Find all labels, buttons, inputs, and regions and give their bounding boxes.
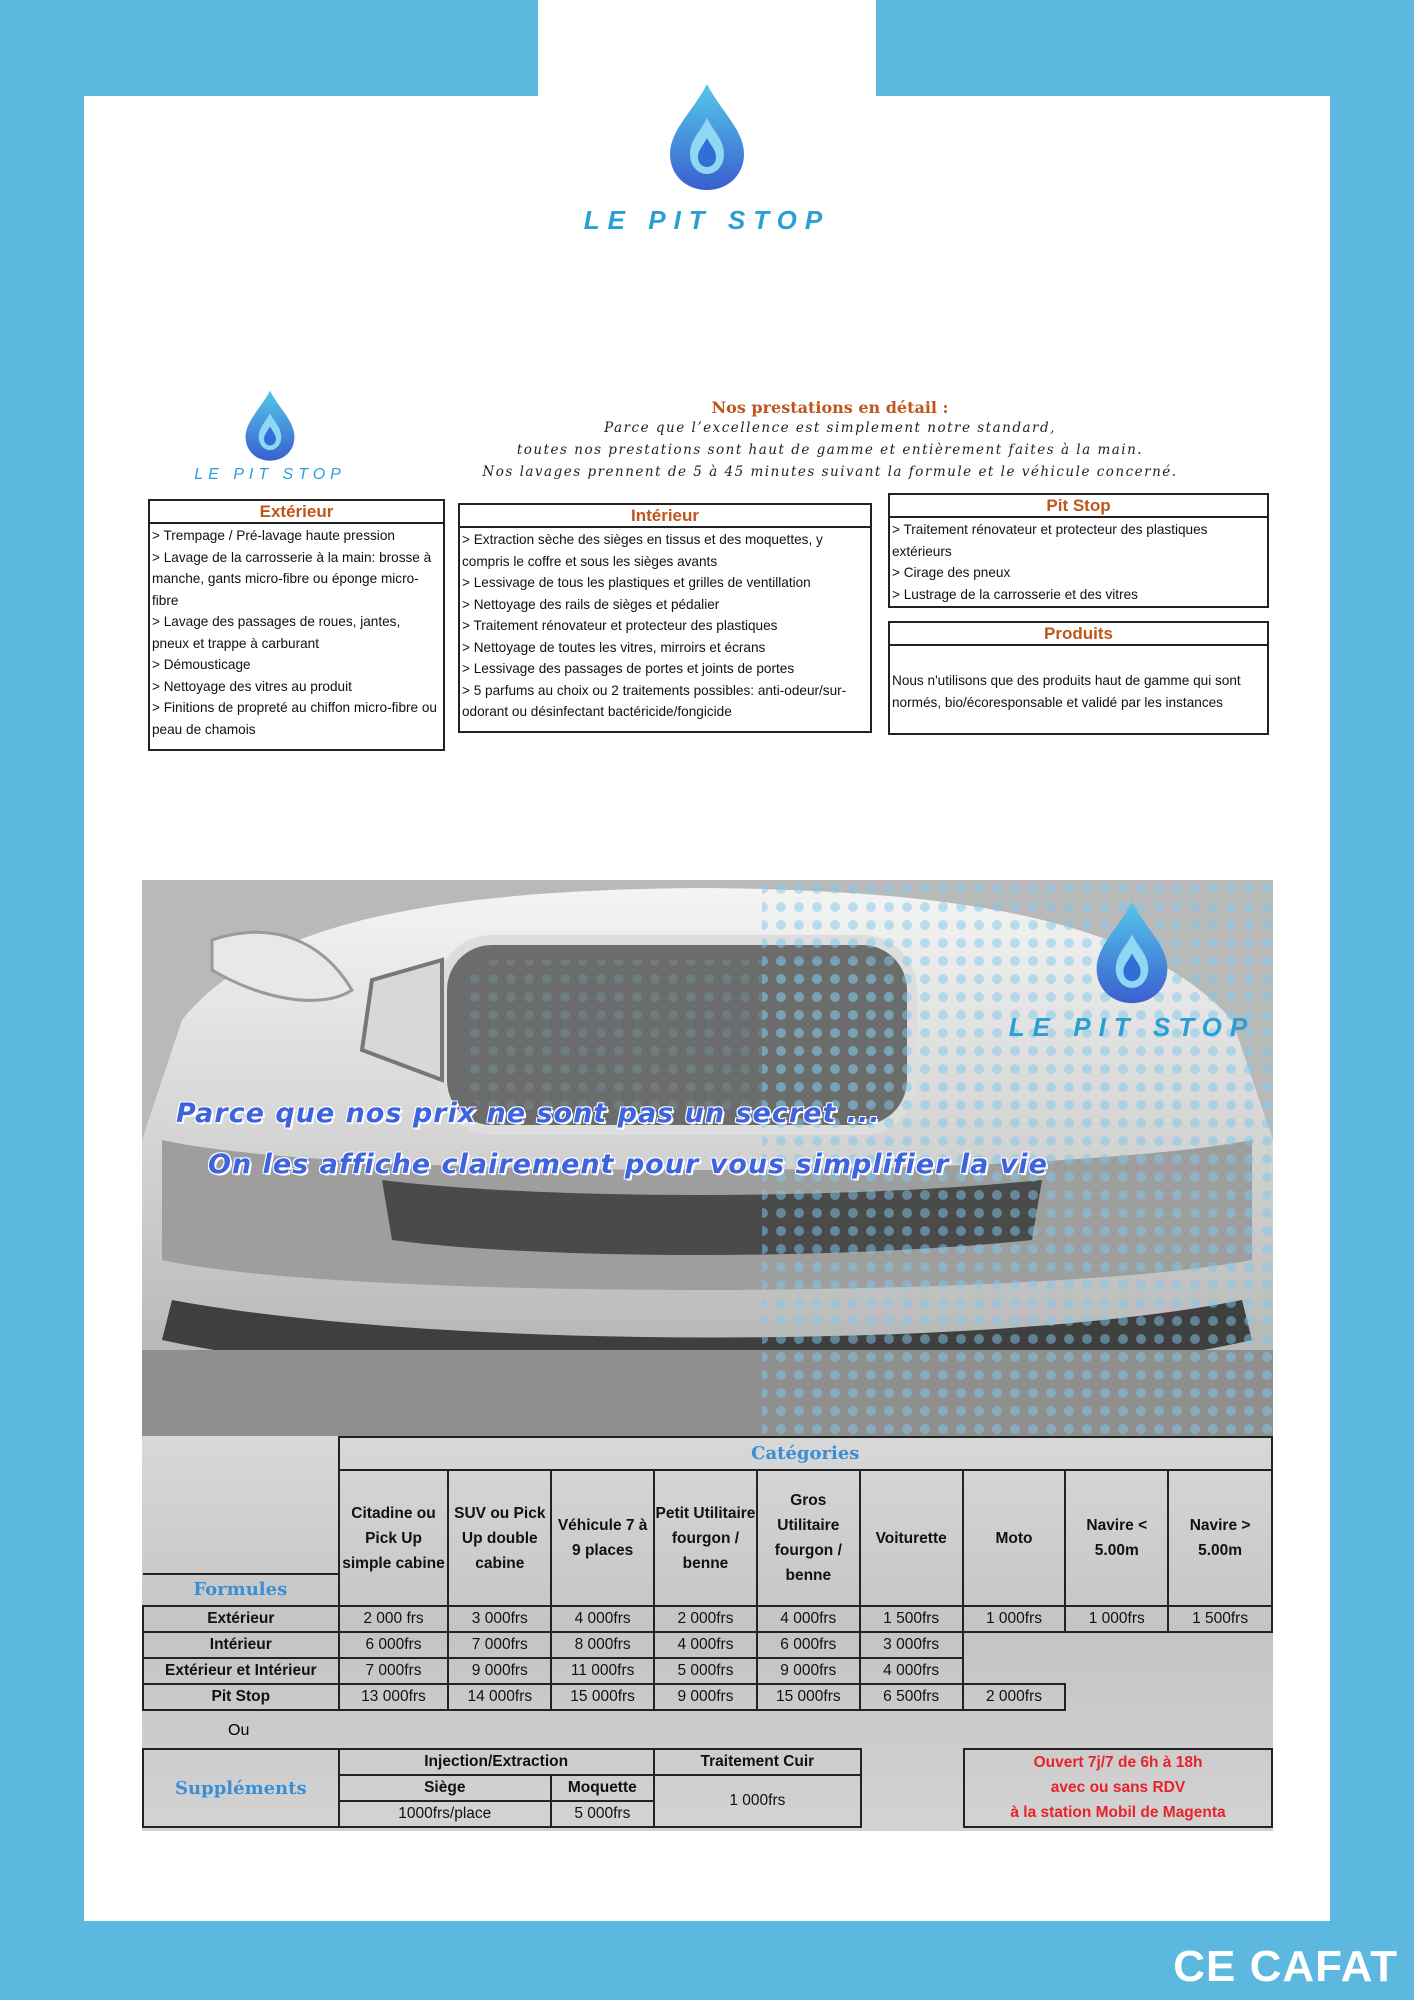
- formules-cell: [143, 1470, 339, 1606]
- produits-text: Nous n'utilisons que des produits haut de gamme qui sont normés, bio/écoresponsable et validé par les instances: [892, 673, 1241, 710]
- list-item: > Lessivage de tous les plastiques et grilles de ventillation: [462, 575, 811, 590]
- top-logo: [0, 80, 1414, 236]
- list-item: > Extraction sèche des sièges en tissus et des moquettes, y compris le coffre et sous les sièges avants: [462, 532, 823, 569]
- intro-line: toutes nos prestations sont haut de gamme et entièrement faites à la main.: [516, 442, 1144, 458]
- list-item: > Lavage des passages de roues, jantes, pneux et trappe à carburant: [152, 614, 401, 651]
- siege-price: 1000frs/place: [339, 1801, 551, 1827]
- empty-cell: [963, 1632, 1272, 1658]
- opening-hours: [963, 1748, 1273, 1828]
- water-drop-icon: [0, 80, 1414, 195]
- list-item: > Nettoyage de toutes les vitres, mirroirs et écrans: [462, 639, 766, 655]
- list-item: > Lessivage des passages de portes et joints de portes: [462, 661, 795, 676]
- empty-cell: [1065, 1684, 1272, 1710]
- list-item: > Finitions de propreté au chiffon micro-fibre ou peau de chamois: [152, 700, 437, 737]
- price-cell: 15 000frs: [757, 1684, 860, 1710]
- brand-name: LE PIT STOP: [583, 205, 831, 235]
- price-table: [142, 1436, 1273, 1711]
- price-cell: 14 000frs: [448, 1684, 551, 1710]
- column-header: Gros Utilitaire fourgon / benne: [757, 1470, 860, 1606]
- column-header: Moto: [963, 1470, 1066, 1606]
- opening-line: avec ou sans RDV: [1050, 1779, 1186, 1796]
- price-cell: 1 000frs: [963, 1606, 1066, 1632]
- price-cell: 4 000frs: [757, 1606, 860, 1632]
- price-cell: 13 000frs: [339, 1684, 449, 1710]
- column-header: SUV ou Pick Up double cabine: [448, 1470, 551, 1606]
- interieur-box: [458, 503, 872, 733]
- moquette-header: Moquette: [551, 1775, 654, 1801]
- box-title: Intérieur: [460, 505, 870, 528]
- box-title: Extérieur: [150, 501, 443, 524]
- empty-cell: [963, 1658, 1272, 1684]
- row-label: Pit Stop: [143, 1684, 339, 1710]
- price-cell: 1 000frs: [1065, 1606, 1168, 1632]
- column-header: Navire > 5.00m: [1168, 1470, 1272, 1606]
- price-cell: 7 000frs: [448, 1632, 551, 1658]
- or-label: Ou: [228, 1722, 250, 1739]
- footer-brand: CE CAFAT: [1173, 1942, 1398, 1991]
- car-hero-image: [142, 880, 1273, 1436]
- siege-header: Siège: [339, 1775, 551, 1801]
- price-cell: 5 000frs: [654, 1658, 757, 1684]
- slogan-line-1: Parce que nos prix ne sont pas un secret ...: [176, 1098, 881, 1129]
- price-cell: 1 500frs: [860, 1606, 963, 1632]
- price-cell: 4 000frs: [654, 1632, 757, 1658]
- column-header: Voiturette: [860, 1470, 963, 1606]
- price-cell: 3 000frs: [448, 1606, 551, 1632]
- formules-label: Formules: [143, 1573, 338, 1605]
- exterieur-box: [148, 499, 445, 751]
- list-item: > Démousticage: [152, 657, 251, 672]
- small-logo: [180, 388, 360, 484]
- intro-title: Nos prestations en détail :: [711, 398, 949, 417]
- cuir-price: 1 000frs: [654, 1775, 861, 1827]
- column-header: Navire < 5.00m: [1065, 1470, 1168, 1606]
- row-label: Intérieur: [143, 1632, 339, 1658]
- price-cell: 6 000frs: [757, 1632, 860, 1658]
- list-item: > Lavage de la carrosserie à la main: brosse à manche, gants micro-fibre ou éponge micro-fibre: [152, 549, 432, 608]
- intro-line: Nos lavages prennent de 5 à 45 minutes suivant la formule et le véhicule concerné.: [482, 464, 1178, 480]
- moquette-price: 5 000frs: [551, 1801, 654, 1827]
- list-item: > Lustrage de la carrosserie et des vitres: [892, 586, 1138, 602]
- produits-box: [888, 621, 1269, 735]
- price-cell: 2 000frs: [654, 1606, 757, 1632]
- brand-name: LE PIT STOP: [194, 466, 346, 483]
- box-title: Produits: [890, 623, 1267, 646]
- list-item: > Trempage / Pré-lavage haute pression: [152, 528, 395, 543]
- slogan-line-2: On les affiche clairement pour vous simplifier la vie: [208, 1149, 1048, 1180]
- supplements-label: Suppléments: [143, 1749, 339, 1827]
- price-cell: 1 500frs: [1168, 1606, 1272, 1632]
- list-item: > 5 parfums au choix ou 2 traitements possibles: anti-odeur/sur-odorant ou désinfectant bactéricide/fongicide: [462, 682, 847, 719]
- price-cell: 2 000frs: [963, 1684, 1066, 1710]
- list-item: > Traitement rénovateur et protecteur des plastiques: [462, 618, 778, 633]
- pitstop-box: [888, 493, 1269, 608]
- row-label: Extérieur: [143, 1606, 339, 1632]
- price-cell: 15 000frs: [551, 1684, 654, 1710]
- column-header: Citadine ou Pick Up simple cabine: [339, 1470, 449, 1606]
- price-cell: 6 000frs: [339, 1632, 449, 1658]
- price-cell: 9 000frs: [757, 1658, 860, 1684]
- table-row: [143, 1606, 1272, 1632]
- price-cell: 9 000frs: [448, 1658, 551, 1684]
- intro-line: Parce que l’excellence est simplement notre standard,: [604, 420, 1056, 436]
- price-cell: 6 500frs: [860, 1684, 963, 1710]
- price-cell: 9 000frs: [654, 1684, 757, 1710]
- supplements-table: [142, 1748, 862, 1828]
- column-header: Véhicule 7 à 9 places: [551, 1470, 654, 1606]
- empty-corner: [143, 1437, 339, 1470]
- box-title: Pit Stop: [890, 495, 1267, 518]
- price-cell: 7 000frs: [339, 1658, 449, 1684]
- brand-name: LE PIT STOP: [1008, 1012, 1256, 1042]
- list-item: > Nettoyage des vitres au produit: [152, 678, 352, 694]
- opening-line: Ouvert 7j/7 de 6h à 18h: [1033, 1754, 1203, 1771]
- water-drop-icon: [180, 388, 360, 464]
- price-cell: 3 000frs: [860, 1632, 963, 1658]
- price-cell: 11 000frs: [551, 1658, 654, 1684]
- price-cell: 4 000frs: [860, 1658, 963, 1684]
- cuir-header: Traitement Cuir: [654, 1749, 861, 1775]
- categories-header: Catégories: [339, 1437, 1272, 1470]
- table-row: [143, 1684, 1272, 1710]
- list-item: > Traitement rénovateur et protecteur des plastiques extérieurs: [892, 522, 1208, 559]
- table-row: [143, 1632, 1272, 1658]
- table-row: [143, 1658, 1272, 1684]
- row-label: Extérieur et Intérieur: [143, 1658, 339, 1684]
- intro: [420, 398, 1240, 483]
- list-item: > Cirage des pneux: [892, 565, 1011, 580]
- column-header: Petit Utilitaire fourgon / benne: [654, 1470, 757, 1606]
- price-cell: 4 000frs: [551, 1606, 654, 1632]
- list-item: > Nettoyage des rails de sièges et pédalier: [462, 596, 720, 612]
- price-cell: 8 000frs: [551, 1632, 654, 1658]
- opening-line: à la station Mobil de Magenta: [1010, 1804, 1226, 1821]
- injection-header: Injection/Extraction: [339, 1749, 654, 1775]
- water-drop-icon: [1002, 898, 1262, 1008]
- hero-logo: [1002, 898, 1262, 1043]
- price-cell: 2 000 frs: [339, 1606, 449, 1632]
